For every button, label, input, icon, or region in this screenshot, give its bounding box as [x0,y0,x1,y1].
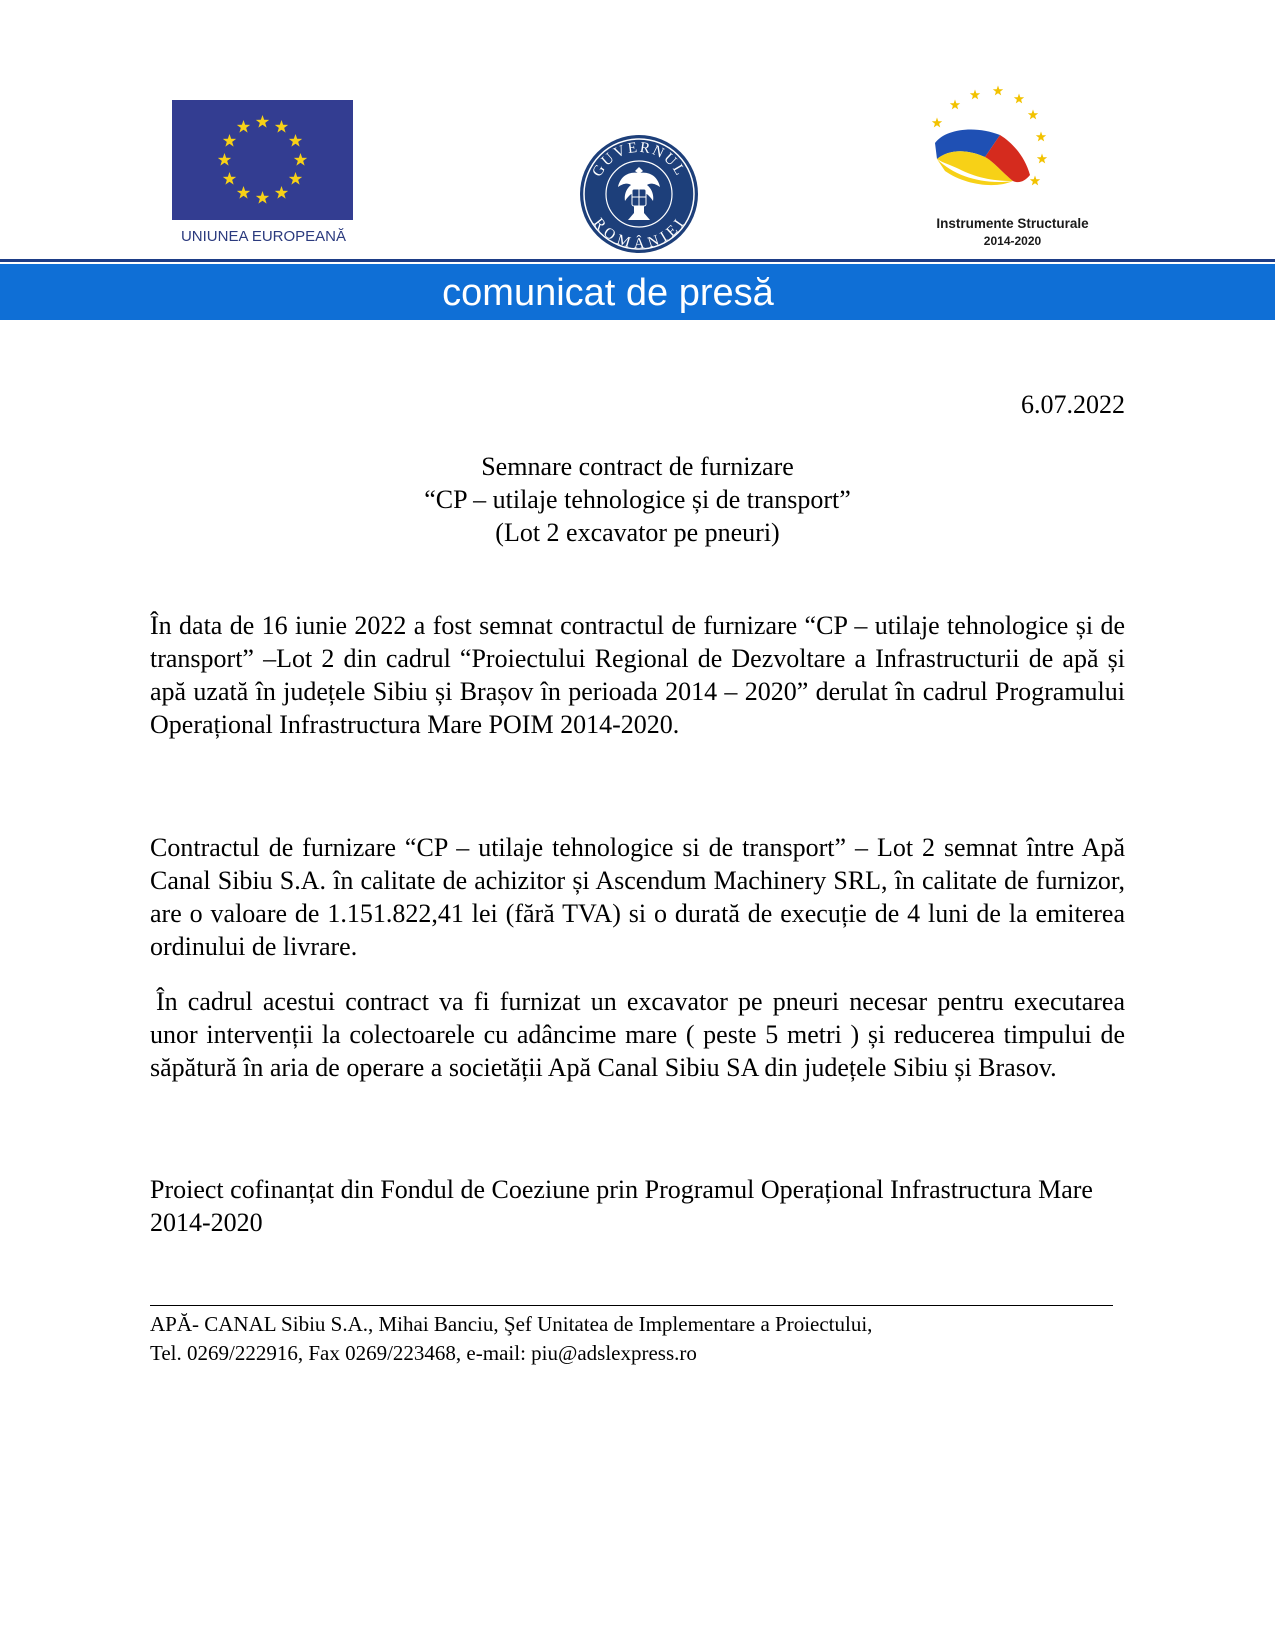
svg-text:ROMÂNIEI: ROMÂNIEI [590,215,689,252]
title-line-2: “CP – utilaje tehnologice și de transport” [424,485,851,514]
eu-stars [172,100,353,220]
footer-divider [150,1305,1113,1306]
structural-instruments-logo [915,85,1110,250]
paragraph-excavator: În cadrul acestui contract va fi furnizat un excavator pe pneuri necesar pentru executarea unor intervenții la colectoarele cu adâncime mare ( peste 5 metri ) și reducerea timpului de săpătură în aria de operare a societății Apă Canal Sibiu SA din județele Sibiu și Brasov. [150,987,1125,1082]
structural-instruments-years: 2014-2020 [983,234,1042,248]
structural-instruments-icon [915,85,1110,215]
document-title [150,450,1125,549]
paragraph-contract-value: Contractul de furnizare “CP – utilaje tehnologice si de transport” – Lot 2 semnat între Apă Canal Sibiu S.A. în calitate de achizitor și Ascendum Machinery SRL, în calitate de furnizor, are o valoare de 1.151.822,41 lei (fără TVA) si o durată de execuție de 4 luni de la emiterea ordinului de livrare. [150,833,1125,961]
eu-flag-icon [172,100,353,220]
footer-line-2: Tel. 0269/222916, Fax 0269/223468, e-mail: piu@adslexpress.ro [150,1341,697,1365]
title-line-3: (Lot 2 excavator pe pneuri) [495,518,780,547]
government-seal-icon [578,133,700,255]
press-release-banner [0,264,1275,320]
banner-title: comunicat de presă [442,272,774,314]
eu-logo [172,100,355,248]
title-line-1: Semnare contract de furnizare [481,452,794,481]
paragraph-contract-signing: În data de 16 iunie 2022 a fost semnat contractul de furnizare “CP – utilaje tehnologice și de transport” –Lot 2 din cadrul “Proiectului Regional de Dezvoltare a Infrastructurii de apă și apă uzată în județele Sibiu și Brașov în perioada 2014 – 2020” derulat în cadrul Programului Operațional Infrastructura Mare POIM 2014-2020. [150,611,1125,739]
svg-text:GUVERNUL: GUVERNUL [589,139,689,180]
footer-line-1: APĂ- CANAL Sibiu S.A., Mihai Banciu, Şef Unitatea de Implementare a Proiectului, [150,1312,873,1336]
document-date: 6.07.2022 [1021,390,1125,419]
paragraph-cofinancing: Proiect cofinanțat din Fondul de Coeziune prin Programul Operațional Infrastructura Mare 2014-2020 [150,1175,1093,1237]
footer-contact [150,1310,1125,1368]
eu-label: UNIUNEA EUROPEANĂ [180,228,347,245]
government-seal [578,133,700,255]
structural-instruments-title: Instrumente Structurale [936,216,1089,231]
banner-top-line [0,259,1275,262]
